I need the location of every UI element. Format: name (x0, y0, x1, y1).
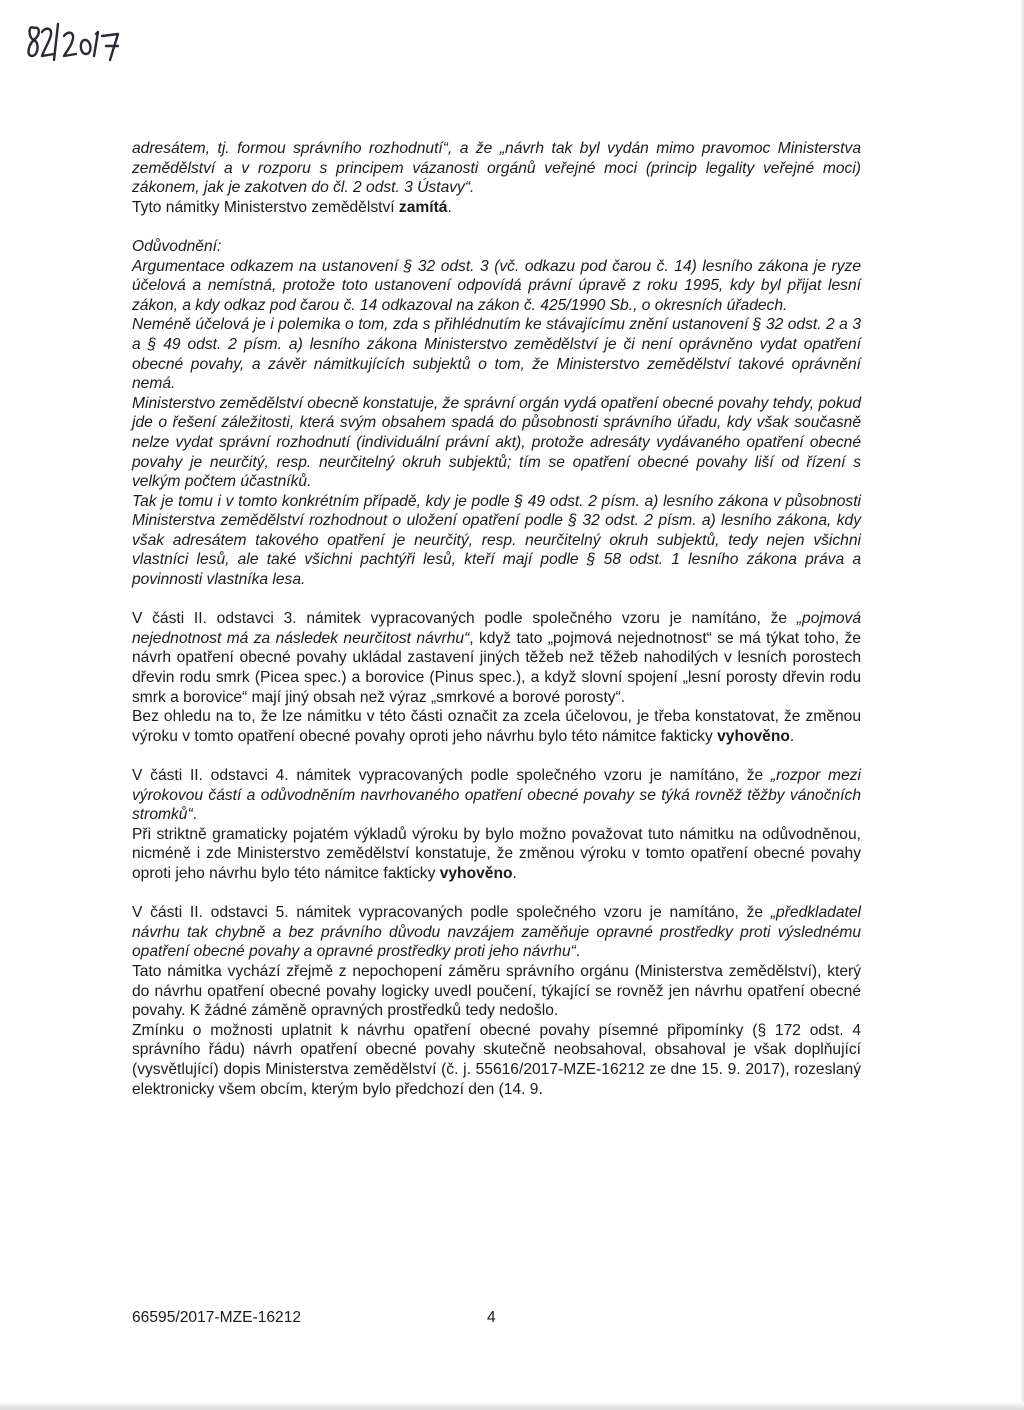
paragraph (132, 257, 861, 316)
bold-verdict: vyhověno (717, 727, 790, 745)
paragraph (132, 903, 861, 962)
paragraph-segment: V části II. odstavci 3. námitek vypracovaných podle společného vzoru je namítáno, že (132, 610, 797, 628)
paragraph-tail: . (512, 864, 517, 882)
paragraph-text: Tato námitka vychází zřejmě z nepochopení záměru správního orgánu (Ministerstva zemědělství), který do návrhu opatření obecné povahy logicky uvedl poučení, týkající se rovněž jen návrhu opatření obecné povahy. K žádné záměně opravných prostředků tedy nedošlo. (132, 962, 861, 1020)
paragraph-text: Při striktně gramaticky pojatém výkladů výroku by bylo možno považovat tuto námitku na odůvodněnou, nicméně i zde Ministerstvo zemědělství konstatuje, že změnou výroku v tomto opatření obecné povahy oproti jeho návrhu bylo této námitce fakticky (132, 825, 861, 882)
paragraph (132, 492, 861, 590)
scan-edge-right (1020, 0, 1024, 1410)
paragraph-gap (132, 746, 861, 766)
paragraph (132, 825, 861, 884)
paragraph-tail: . (789, 727, 795, 745)
paragraph-text: Zmínku o možnosti uplatnit k návrhu opatření obecné povahy písemné připomínky (§ 172 odst. 4 správního řádu) návrh opatření obecné povahy skutečně neobsahoval, obsahoval je však doplňující (vysvětlující) dopis Ministerstva zemědělství (č. j. 55616/2017-MZE-16212 ze dne 15. 9. 2017), rozeslaný elektronicky všem obcím, kterým bylo předchozí den (14. 9. (132, 1021, 861, 1098)
paragraph-segment: . (192, 806, 197, 824)
paragraph-text: Tyto námitky Ministerstvo zemědělství (132, 198, 399, 216)
paragraph-segment: , když tato „pojmová nejednotnost“ se má týkat toho, že návrh opatření obecné povahy ukládal zastavení jiných těžeb než těžeb nahodilých v lesních porostech dřevin rodu smrk (Picea spec.) a borovice (Pinus spec.), a když slovní spojení „lesní porosty dřevin rodu smrk a borovice“ mají jiný obsah než výraz „smrkové a borové porosty“. (132, 629, 862, 706)
paragraph-segment: „rozpor mezi výrokovou částí a odůvodněním navrhovaného opatření obecné povahy se týká rovněž těžby vánočních stromků“ (132, 767, 861, 824)
paragraph-segment: V části II. odstavci 4. námitek vypracovaných podle společného vzoru je namítáno, že (132, 767, 771, 784)
paragraph-text: Tak je tomu i v tomto konkrétním případě, kdy je podle § 49 odst. 2 písm. a) lesního zákona v působnosti Ministerstva zemědělství rozhodnout o uložení opatření podle § 32 odst. 2 písm. a) lesního zákona, kdy však adresátem takového opatření je neurčitý, resp. neurčitelný okruh subjektů, tedy nejen všichni vlastníci lesů, ale také všichni pachtýři lesů, kteří mají podle § 58 odst. 1 lesního zákona práva a povinnosti vlastníka lesa. (132, 492, 861, 589)
paragraph (132, 139, 861, 198)
paragraph (132, 394, 861, 492)
page-number: 4 (487, 1309, 496, 1326)
paragraph (132, 707, 861, 746)
paragraph (132, 315, 861, 393)
paragraph-gap (132, 884, 861, 904)
paragraph-text: Neméně účelová je i polemika o tom, zda s přihlédnutím ke stávajícímu znění ustanovení § 32 odst. 2 a 3 a § 49 odst. 2 písm. a) lesního zákona Ministerstvo zemědělství je či není oprávněno vydat opatření obecné povahy, a závěr námitkujících subjektů o tom, že Ministerstvo zemědělství takové oprávnění nemá. (132, 316, 861, 393)
paragraph-text: Odůvodnění: (132, 237, 222, 255)
paragraph-tail: . (447, 198, 452, 216)
paragraph-segment: V části II. odstavci 5. námitek vypracovaných podle společného vzoru je namítáno, že (132, 904, 771, 922)
document-reference: 66595/2017-MZE-16212 (132, 1309, 302, 1326)
paragraph-gap (132, 590, 861, 610)
paragraph-text: Argumentace odkazem na ustanovení § 32 odst. 3 (vč. odkazu pod čarou č. 14) lesního zákona je ryze účelová a nemístná, protože toto ustanovení odpovídá právní úpravě z roku 1995, kdy byl přijat lesní zákon, a kdy odkaz pod čarou č. 14 odkazoval na zákon č. 425/1990 Sb., o okresních úřadech. (132, 257, 861, 314)
paragraph (132, 766, 861, 825)
scan-edge-bottom (0, 1402, 1024, 1410)
paragraph (132, 962, 861, 1021)
paragraph-text: Bez ohledu na to, že lze námitku v této části označit za zcela účelovou, je třeba konstatovat, že změnou výroku v tomto opatření obecné povahy oproti jeho návrhu bylo této námitce fakticky (132, 708, 861, 745)
paragraph (132, 237, 861, 257)
bold-verdict: vyhověno (439, 864, 513, 882)
paragraph-segment: „předkladatel návrhu tak chybně a bez právního důvodu navzájem zaměňuje opravné prostředky proti výslednému opatření obecné povahy a opravné prostředky proti jeho návrhu“ (132, 904, 861, 961)
handwritten-note (24, 16, 134, 66)
paragraph-gap (132, 217, 861, 237)
paragraph (132, 198, 861, 218)
paragraph (132, 1021, 861, 1099)
paragraph-segment: . (575, 943, 581, 961)
paragraph-text: Ministerstvo zemědělství obecně konstatuje, že správní orgán vydá opatření obecné povahy tehdy, pokud jde o řešení záležitosti, která svým obsahem spadá do působnosti správního úřadu, kdy však současně nelze vydat správní rozhodnutí (individuální právní akt), protože adresáty vydávaného opatření obecné povahy je neurčitý, resp. neurčitelný okruh subjektů; tím se opatření obecné povahy liší od řízení s velkým počtem účastníků. (132, 394, 861, 491)
document-body (132, 139, 861, 1099)
paragraph-text: adresátem, tj. formou správního rozhodnutí“, a že „návrh tak byl vydán mimo pravomoc Ministerstva zemědělství a v rozporu s principem vázanosti orgánů veřejné moci (princip legality veřejné moci) zákonem, jak je zakotven do čl. 2 odst. 3 Ústavy“. (132, 140, 861, 197)
bold-verdict: zamítá (398, 198, 448, 216)
paragraph (132, 609, 861, 707)
paragraph-segment: „pojmová nejednotnost má za následek neurčitost návrhu“ (132, 610, 861, 647)
